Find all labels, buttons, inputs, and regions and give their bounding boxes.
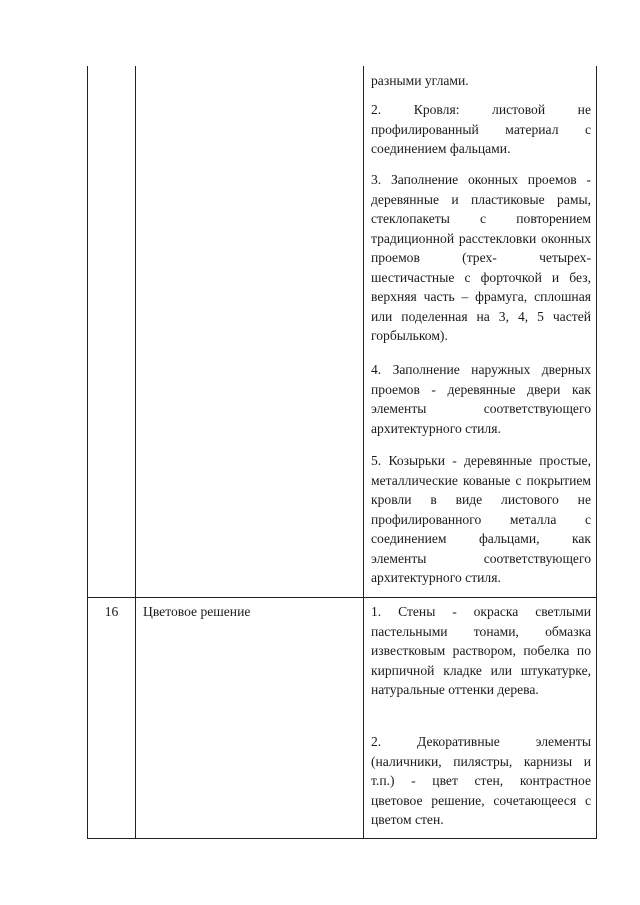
- cell-paragraph-canopies: 5. Козырьки - деревянные простые, металлические кованые с покрытием кровли в виде листового не профилированного металла с соединением фальцами, как элементы соответствующего архитектурного стиля.: [371, 453, 591, 585]
- cell-paragraph-decor-color: 2. Декоративные элементы (наличники, пилястры, карнизы и т.п.) - цвет стен, контрастное цветовое решение, сочетающееся с цветом стен.: [371, 734, 591, 827]
- table-border-col1: [135, 66, 136, 839]
- cell-text-top: разными углами.: [371, 73, 469, 88]
- cell-paragraph-roof: 2. Кровля: листовой не профилированный материал с соединением фальцами.: [371, 102, 591, 156]
- row-number: 16: [104, 604, 119, 619]
- cell-paragraph-windows: 3. Заполнение оконных проемов - деревянные и пластиковые рамы, стеклопакеты с повторением традиционной расстекловки оконных проемов (трех- четырех-шестичастные с форточкой и без, верхняя часть – фрамуга, сплошная или поделенная на 3, 4, 5 частей горбыльком).: [371, 172, 591, 343]
- table-row-divider: [87, 597, 597, 598]
- table-border-right: [596, 66, 597, 839]
- row-name: Цветовое решение: [143, 604, 251, 619]
- table-border-col2: [363, 66, 364, 839]
- cell-paragraph-doors: 4. Заполнение наружных дверных проемов - деревянные двери как элементы соответствующего архитектурного стиля.: [371, 362, 591, 436]
- table-border-left: [87, 66, 88, 839]
- table-border-bottom: [87, 838, 597, 839]
- cell-paragraph-walls-color: 1. Стены - окраска светлыми пастельными тонами, обмазка известковым раствором, побелка по кирпичной кладке или штукатурке, натуральные оттенки дерева.: [371, 604, 591, 697]
